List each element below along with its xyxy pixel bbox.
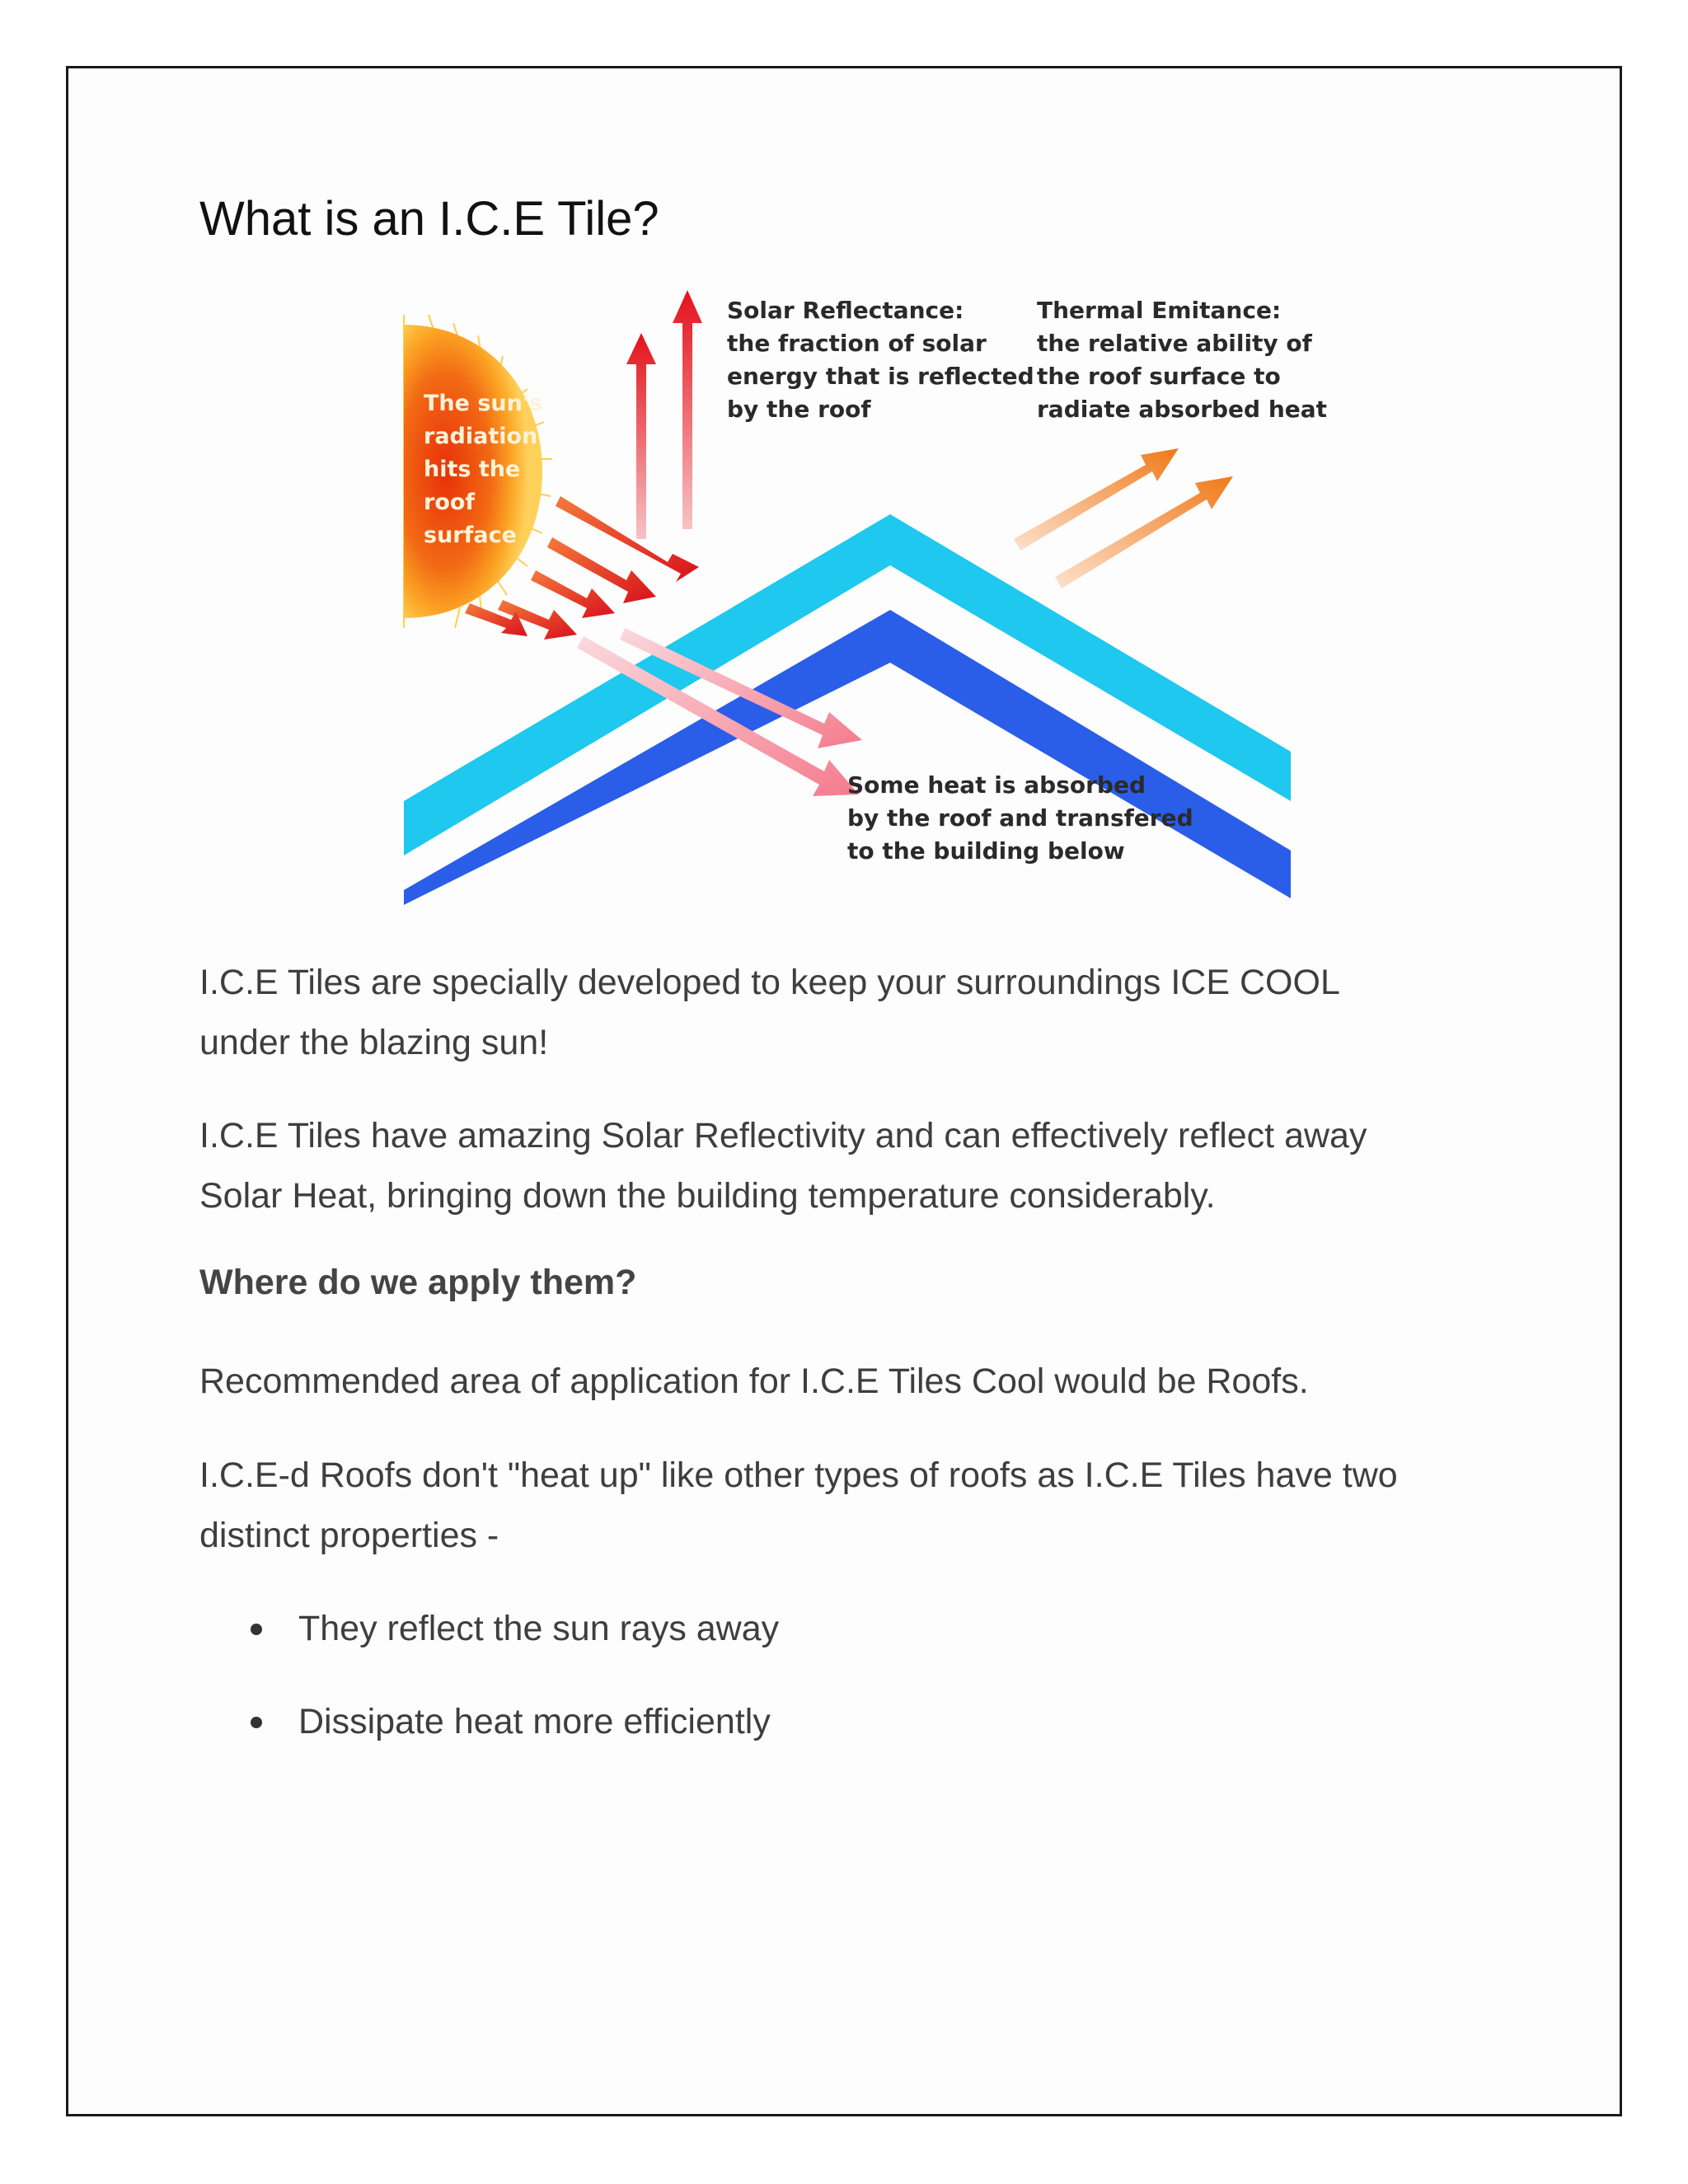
- sun-label-line: roof: [424, 490, 476, 515]
- emittance-label: the relative ability of: [1037, 330, 1312, 357]
- reflectance-label: Solar Reflectance:: [727, 297, 964, 324]
- sun-label-line: hits the: [424, 457, 521, 482]
- reflectivity-paragraph: [199, 1106, 1367, 1226]
- page-title: What is an I.C.E Tile?: [199, 192, 659, 246]
- cool-roof-diagram: [404, 290, 1328, 905]
- text-line: Solar Heat, bringing down the building temperature considerably.: [199, 1176, 1216, 1216]
- list-item: [199, 1692, 779, 1752]
- text-line: I.C.E-d Roofs don't "heat up" like other types of roofs as I.C.E Tiles have two: [199, 1455, 1398, 1495]
- bullet-icon: [251, 1624, 262, 1635]
- sun-label-line: The sun's: [424, 391, 543, 416]
- emit-arrow: [1014, 448, 1233, 588]
- bullet-icon: [251, 1717, 262, 1728]
- text-line: I.C.E Tiles have amazing Solar Reflectivity and can effectively reflect away: [199, 1116, 1367, 1155]
- properties-list: [199, 1599, 779, 1785]
- reflectance-label: energy that is reflected: [727, 363, 1034, 390]
- properties-paragraph: [199, 1446, 1398, 1566]
- reflect-arrow: [626, 290, 702, 539]
- reflectance-label: by the roof: [727, 396, 871, 423]
- list-item: [199, 1599, 779, 1659]
- text-line: distinct properties -: [199, 1516, 499, 1555]
- sun-label-line: surface: [424, 523, 517, 548]
- list-item-text: They reflect the sun rays away: [298, 1609, 780, 1648]
- absorbed-label: to the building below: [847, 837, 1125, 865]
- intro-paragraph: [199, 953, 1340, 1073]
- absorbed-label: by the roof and transfered: [847, 804, 1193, 832]
- application-paragraph: Recommended area of application for I.C.E Tiles Cool would be Roofs.: [199, 1361, 1309, 1401]
- reflectance-label: the fraction of solar: [727, 330, 987, 357]
- emittance-label: radiate absorbed heat: [1037, 396, 1328, 423]
- absorbed-label: Some heat is absorbed: [847, 771, 1146, 799]
- sun-label-line: radiation: [424, 424, 538, 449]
- text-line: I.C.E Tiles are specially developed to keep your surroundings ICE COOL: [199, 963, 1340, 1002]
- emittance-label: Thermal Emitance:: [1037, 297, 1282, 324]
- list-item-text: Dissipate heat more efficiently: [298, 1702, 771, 1741]
- section-heading: Where do we apply them?: [199, 1263, 637, 1302]
- text-line: under the blazing sun!: [199, 1023, 549, 1062]
- emittance-label: the roof surface to: [1037, 363, 1281, 390]
